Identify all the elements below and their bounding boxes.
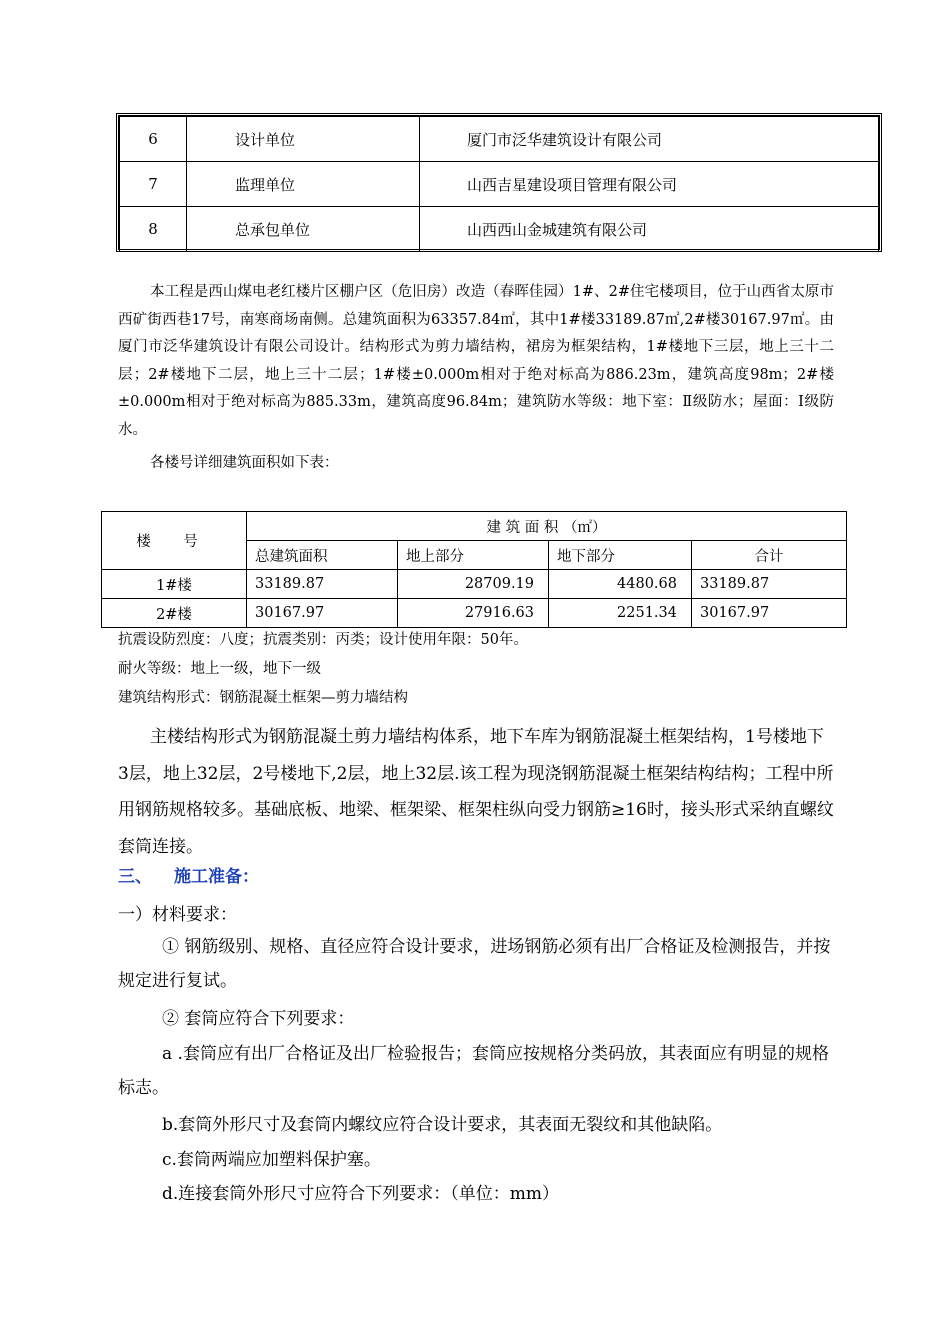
- cell-sum: 33189.87: [692, 570, 847, 599]
- list-item: ② 套筒应符合下列要求：: [162, 1009, 355, 1029]
- row-number: 6: [120, 117, 187, 162]
- list-item: d.连接套筒外形尺寸应符合下列要求：（单位：mm）: [162, 1184, 560, 1204]
- row-label: 设计单位: [187, 117, 420, 162]
- table-row: [102, 570, 847, 599]
- col-header: 合计: [692, 541, 847, 570]
- structure-line: 建筑结构形式：钢筋混凝土框架—剪力墙结构: [118, 690, 408, 706]
- main-structure-paragraph: 主楼结构形式为钢筋混凝土剪力墙结构体系，地下车库为钢筋混凝土框架结构，1号楼地下3层，地上32层，2号楼地下,2层，地上32层.该工程为现浇钢筋混凝土框架结构结构；工程中所用钢筋规格较多。基础底板、地梁、框架梁、框架柱纵向受力钢筋≥16时，接头形式采纳直螺纹套筒连接。: [118, 727, 834, 857]
- cell-total: 33189.87: [247, 570, 398, 599]
- sub-heading: 一）材料要求：: [118, 905, 237, 925]
- participants-table: [116, 113, 882, 252]
- row-value: 厦门市泛华建筑设计有限公司: [420, 117, 879, 162]
- col-header: 总建筑面积: [247, 541, 398, 570]
- section-number: 三、: [118, 867, 152, 887]
- table-row: [120, 207, 879, 252]
- fire-rating-line: 耐火等级：地上一级，地下一级: [118, 661, 321, 677]
- intro-paragraph: 本工程是西山煤电老红楼片区棚户区（危旧房）改造（春晖佳园）1#、2#住宅楼项目，位于山西省太原市西矿街西巷17号，南寒商场南侧。总建筑面积为63357.84㎡，其中1#楼33189.87㎡,2#楼30167.97㎡。由厦门市泛华建筑设计有限公司设计。结构形式为剪力墙结构，裙房为框架结构，1#楼地下三层，地上三十二层；2#楼地下二层，地上三十二层；1#楼±0.000m相对于绝对标高为886.23m，建筑高度98m；2#楼±0.000m相对于绝对标高为885.33m，建筑高度96.84m；建筑防水等级：地下室：Ⅱ级防水；屋面：Ⅰ级防水。: [118, 284, 834, 438]
- list-item: a .套筒应有出厂合格证及出厂检验报告；套筒应按规格分类码放，其表面应有明显的规格标志。: [118, 1044, 829, 1098]
- section-title: 施工准备：: [174, 867, 259, 887]
- area-note: 各楼号详细建筑面积如下表：: [150, 455, 339, 471]
- list-item: b.套筒外形尺寸及套筒内螺纹应符合设计要求，其表面无裂纹和其他缺陷。: [162, 1115, 723, 1135]
- row-value: 山西西山金城建筑有限公司: [420, 207, 879, 252]
- cell-below: 4480.68: [549, 570, 692, 599]
- row-number: 8: [120, 207, 187, 252]
- row-label: 监理单位: [187, 162, 420, 207]
- cell-below: 2251.34: [549, 599, 692, 628]
- cell-above: 28709.19: [398, 570, 549, 599]
- cell-sum: 30167.97: [692, 599, 847, 628]
- list-item: c.套筒两端应加塑料保护塞。: [162, 1150, 381, 1170]
- table-header-row: [102, 512, 847, 541]
- col-header: 地下部分: [549, 541, 692, 570]
- row-value: 山西吉星建设项目管理有限公司: [420, 162, 879, 207]
- seismic-line: 抗震设防烈度：八度；抗震类别：丙类；设计使用年限：50年。: [118, 632, 528, 648]
- cell-building: 1#楼: [102, 570, 247, 599]
- cell-building: 2#楼: [102, 599, 247, 628]
- table-row: [120, 162, 879, 207]
- col-header: 地上部分: [398, 541, 549, 570]
- cell-above: 27916.63: [398, 599, 549, 628]
- list-item: ① 钢筋级别、规格、直径应符合设计要求，进场钢筋必须有出厂合格证及检测报告，并按规定进行复试。: [118, 937, 831, 991]
- group-header: 建 筑 面 积 （㎡）: [247, 512, 847, 541]
- row-label: 总承包单位: [187, 207, 420, 252]
- table-row: [120, 117, 879, 162]
- area-table: [101, 511, 847, 628]
- row-number: 7: [120, 162, 187, 207]
- section-heading: [118, 862, 259, 887]
- cell-total: 30167.97: [247, 599, 398, 628]
- col-building-header: 楼 号: [102, 512, 247, 570]
- table-row: [102, 599, 847, 628]
